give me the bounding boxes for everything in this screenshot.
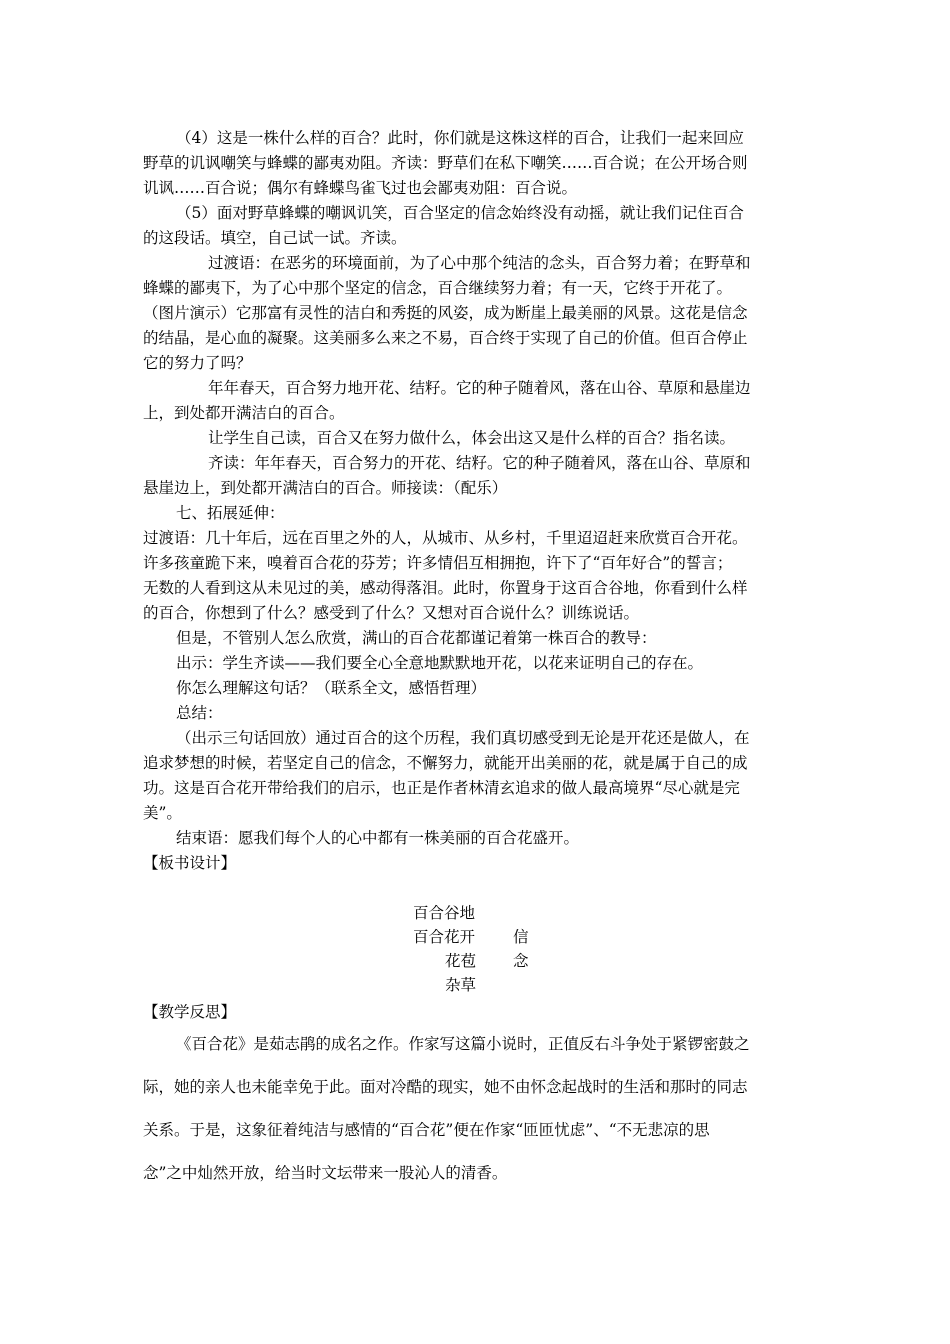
text-line: 总结： xyxy=(176,704,223,722)
text-line: （出示三句话回放）通过百合的这个历程，我们真切感受到无论是开花还是做人，在 xyxy=(176,729,750,747)
text-line: 齐读：年年春天，百合努力的开花、结籽。它的种子随着风，落在山谷、草原和 xyxy=(208,454,751,472)
board-line: 百合谷地 xyxy=(413,904,476,922)
text-line: 的百合，你想到了什么？感受到了什么？又想对百合说什么？训练说话。 xyxy=(143,604,640,622)
text-line: 的结晶，是心血的凝聚。这美丽多么来之不易，百合终于实现了自己的价值。但百合停止 xyxy=(143,329,748,347)
board-side-char: 念 xyxy=(513,952,529,970)
section-heading: 七、拓展延伸： xyxy=(176,504,285,522)
text-line: 但是，不管别人怎么欣赏，满山的百合花都谨记着第一株百合的教导： xyxy=(176,629,657,647)
section-heading: 【教学反思】 xyxy=(143,1003,237,1021)
text-line: 上，到处都开满洁白的百合。 xyxy=(143,404,345,422)
text-line: 念”之中灿然开放，给当时文坛带来一股沁人的清香。 xyxy=(143,1164,508,1182)
text-line: 让学生自己读，百合又在努力做什么，体会出这又是什么样的百合？指名读。 xyxy=(208,429,736,447)
text-line: （4）这是一株什么样的百合？此时，你们就是这株这样的百合，让我们一起来回应 xyxy=(176,129,744,147)
text-line: 野草的讥讽嘲笑与蜂蝶的鄙夷劝阻。齐读：野草们在私下嘲笑……百合说；在公开场合则 xyxy=(143,154,748,172)
board-line: 杂草 xyxy=(445,976,477,994)
text-line: 出示：学生齐读——我们要全心全意地默默地开花，以花来证明自己的存在。 xyxy=(176,654,704,672)
text-line: 你怎么理解这句话？（联系全文，感悟哲理） xyxy=(176,679,487,697)
text-line: 蜂蝶的鄙夷下，为了心中那个坚定的信念，百合继续努力着；有一天，它终于开花了。 xyxy=(143,279,733,297)
text-line: 功。这是百合花开带给我们的启示，也正是作者林清玄追求的做人最高境界“尽心就是完 xyxy=(143,779,740,797)
text-line: 年年春天，百合努力地开花、结籽。它的种子随着风，落在山谷、草原和悬崖边 xyxy=(208,379,751,397)
board-line: 百合花开 xyxy=(413,928,476,946)
text-line: 许多孩童跪下来，嗅着百合花的芬芳；许多情侣互相拥抱，许下了“百年好合”的誓言； xyxy=(143,554,733,572)
text-line: （图片演示）它那富有灵性的洁白和秀挺的风姿，成为断崖上最美丽的风景。这花是信念 xyxy=(143,304,748,322)
text-line: 《百合花》是茹志鹃的成名之作。作家写这篇小说时，正值反右斗争处于紧锣密鼓之 xyxy=(176,1035,750,1053)
text-line: 悬崖边上，到处都开满洁白的百合。师接读：（配乐） xyxy=(143,479,508,497)
board-side-char: 信 xyxy=(513,928,529,946)
text-line: 它的努力了吗？ xyxy=(143,354,252,372)
text-line: 美”。 xyxy=(143,804,182,822)
board-line: 花苞 xyxy=(445,952,477,970)
text-line: 讥讽……百合说；偶尔有蜂蝶鸟雀飞过也会鄙夷劝阻：百合说。 xyxy=(143,179,578,197)
text-line: 过渡语：几十年后，远在百里之外的人，从城市、从乡村，千里迢迢赶来欣赏百合开花。 xyxy=(143,529,748,547)
text-line: 无数的人看到这从未见过的美，感动得落泪。此时，你置身于这百合谷地，你看到什么样 xyxy=(143,579,748,597)
section-heading: 【板书设计】 xyxy=(143,854,237,872)
text-line: 的这段话。填空，自己试一试。齐读。 xyxy=(143,229,407,247)
text-line: 追求梦想的时候，若坚定自己的信念，不懈努力，就能开出美丽的花，就是属于自己的成 xyxy=(143,754,748,772)
text-line: 结束语：愿我们每个人的心中都有一株美丽的百合花盛开。 xyxy=(176,829,580,847)
text-line: 关系。于是，这象征着纯洁与感情的“百合花”便在作家“匝匝忧虑”、“不无悲凉的思 xyxy=(143,1121,710,1139)
text-line: 过渡语：在恶劣的环境面前，为了心中那个纯洁的念头，百合努力着；在野草和 xyxy=(208,254,751,272)
text-line: 际，她的亲人也未能幸免于此。面对冷酷的现实，她不由怀念起战时的生活和那时的同志 xyxy=(143,1078,748,1096)
text-line: （5）面对野草蜂蝶的嘲讽讥笑，百合坚定的信念始终没有动摇，就让我们记住百合 xyxy=(176,204,744,222)
